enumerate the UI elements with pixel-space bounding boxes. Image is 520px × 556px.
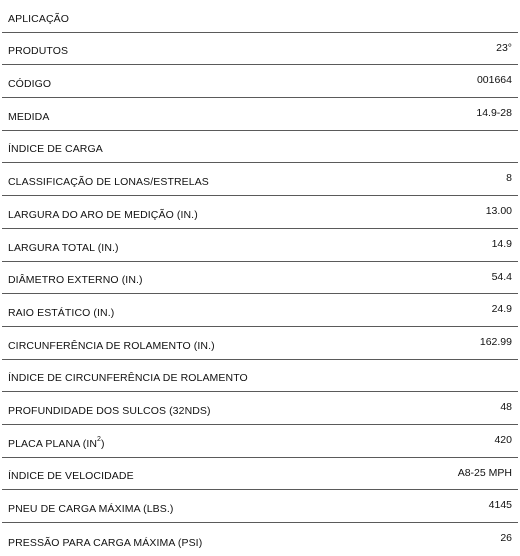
spec-value: 4145 — [488, 499, 512, 512]
spec-value: 14.9 — [491, 237, 512, 250]
spec-value: 23° — [496, 41, 512, 54]
spec-row-diametro-externo — [2, 262, 518, 295]
spec-label: APLICAÇÃO — [8, 12, 70, 25]
spec-label: DIÂMETRO EXTERNO (IN.) — [8, 274, 143, 287]
spec-row-indice-velocidade — [2, 458, 518, 491]
spec-label-suffix: ) — [101, 437, 105, 450]
tire-spec-table — [2, 0, 518, 556]
spec-row-indice-circunferencia — [2, 360, 518, 393]
spec-row-profundidade-sulcos — [2, 392, 518, 425]
spec-row-circunferencia-rolamento — [2, 327, 518, 360]
spec-label: LARGURA DO ARO DE MEDIÇÃO (IN.) — [8, 208, 198, 221]
spec-row-produtos — [2, 33, 518, 66]
spec-value: 162.99 — [479, 335, 512, 348]
spec-row-codigo — [2, 65, 518, 98]
spec-label: MEDIDA — [8, 110, 50, 123]
spec-row-pressao-carga-maxima — [2, 523, 518, 556]
spec-value: 420 — [494, 433, 512, 446]
spec-value: 24.9 — [491, 303, 512, 316]
spec-label: LARGURA TOTAL (IN.) — [8, 241, 119, 254]
spec-label: CÓDIGO — [8, 78, 52, 91]
spec-label: CLASSIFICAÇÃO DE LONAS/ESTRELAS — [8, 176, 209, 189]
spec-label-text: PLACA PLANA (IN — [8, 437, 98, 450]
spec-value: 8 — [506, 172, 512, 185]
superscript: 2 — [97, 436, 102, 444]
spec-label: ÍNDICE DE CARGA — [8, 143, 103, 156]
spec-value: 14.9-28 — [476, 107, 512, 120]
spec-label: PRODUTOS — [8, 45, 69, 58]
spec-label: RAIO ESTÁTICO (IN.) — [8, 306, 115, 319]
spec-row-medida — [2, 98, 518, 131]
spec-label — [8, 438, 105, 450]
spec-row-indice-de-carga — [2, 131, 518, 164]
spec-value: 001664 — [476, 74, 512, 87]
spec-value: 48 — [500, 401, 512, 414]
spec-value: 26 — [500, 532, 512, 544]
spec-row-carga-maxima — [2, 490, 518, 523]
spec-label: PNEU DE CARGA MÁXIMA (LBS.) — [8, 503, 174, 515]
spec-label: ÍNDICE DE CIRCUNFERÊNCIA DE ROLAMENTO — [8, 372, 248, 385]
spec-row-raio-estatico — [2, 294, 518, 327]
spec-row-largura-total — [2, 229, 518, 262]
spec-value: 13.00 — [485, 205, 512, 218]
spec-row-aplicacao — [2, 0, 518, 33]
spec-value: A8-25 MPH — [457, 466, 512, 479]
spec-value: 54.4 — [491, 270, 512, 283]
spec-label: PRESSÃO PARA CARGA MÁXIMA (PSI) — [8, 536, 203, 549]
spec-row-largura-aro — [2, 196, 518, 229]
spec-row-placa-plana — [2, 425, 518, 458]
spec-label: CIRCUNFERÊNCIA DE ROLAMENTO (IN.) — [8, 339, 215, 352]
spec-label: ÍNDICE DE VELOCIDADE — [8, 470, 134, 483]
spec-label: PROFUNDIDADE DOS SULCOS (32NDS) — [8, 404, 211, 417]
spec-row-classificacao-lonas — [2, 163, 518, 196]
